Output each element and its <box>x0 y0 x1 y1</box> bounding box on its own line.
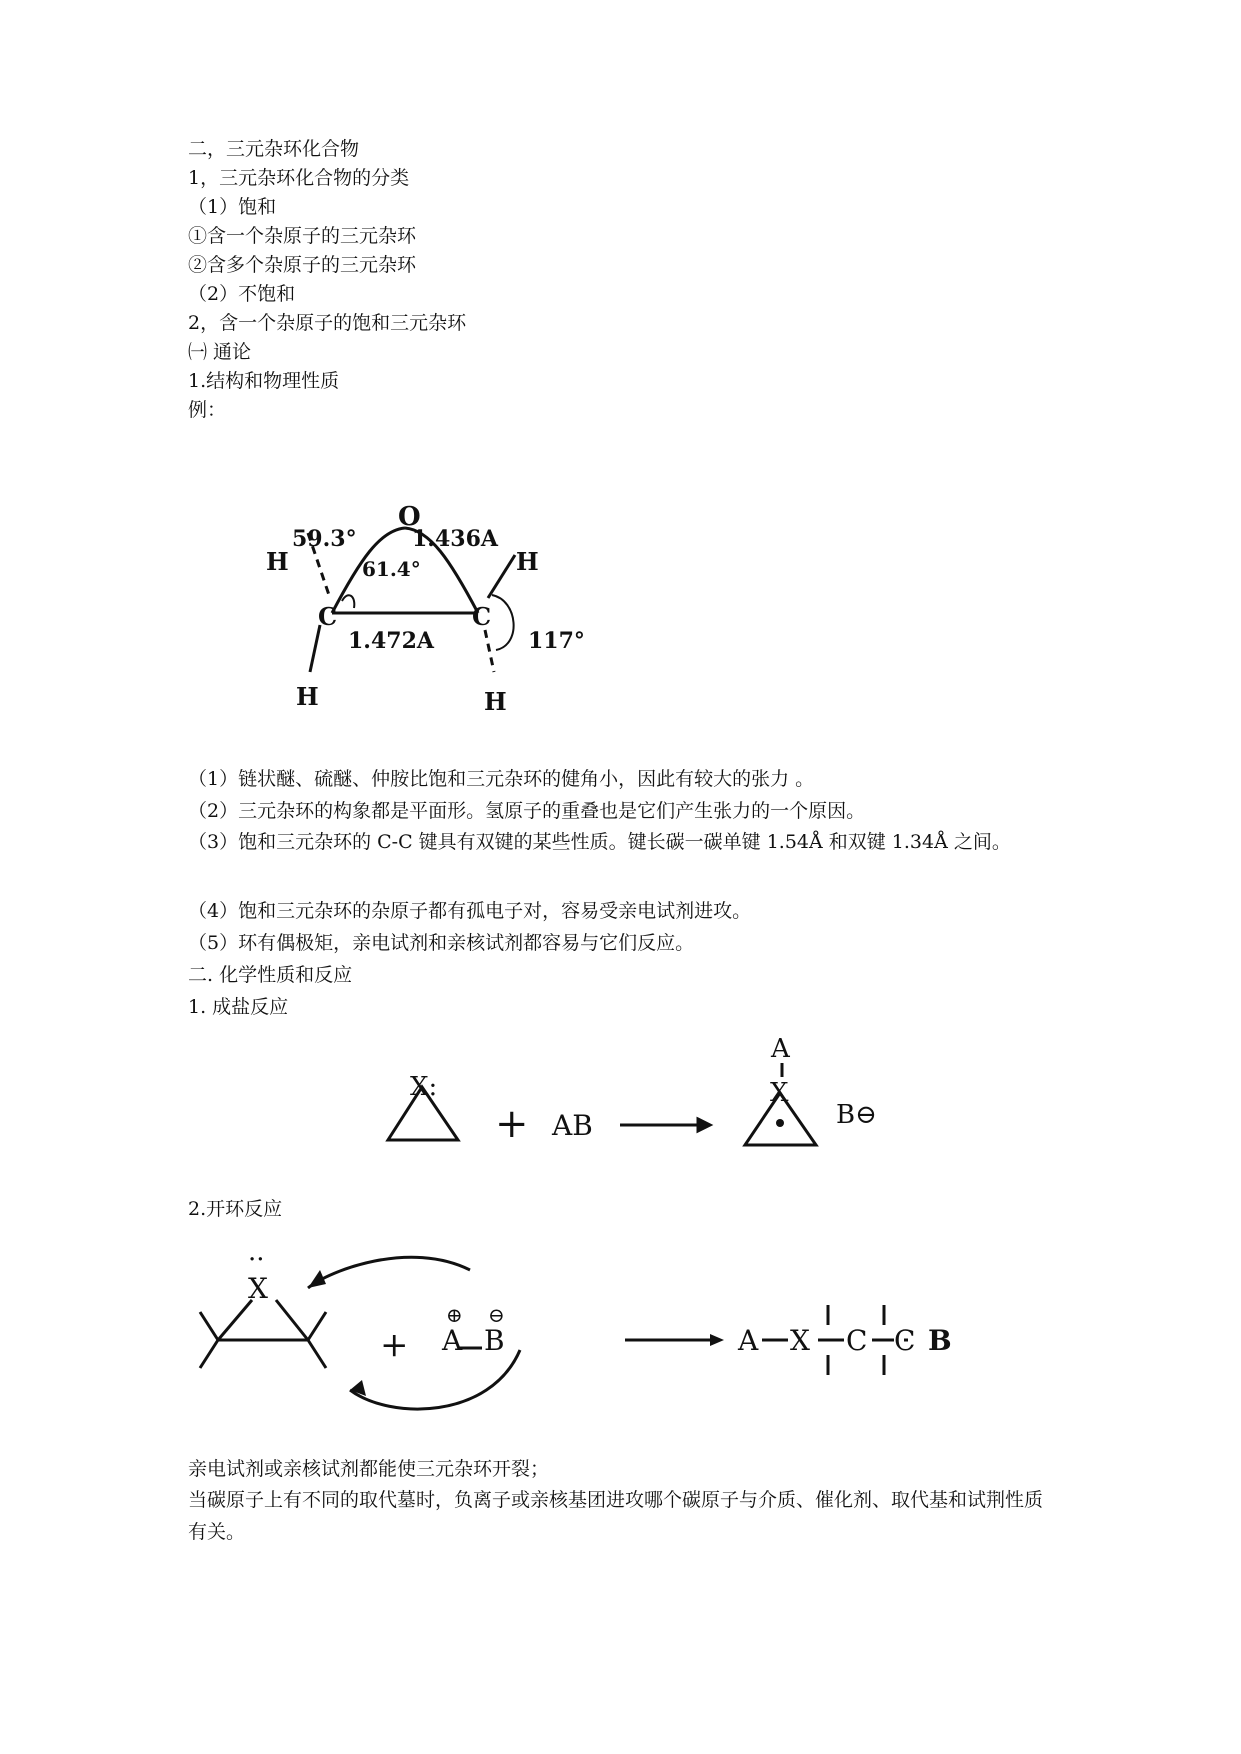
ring-x-label: X: <box>410 1072 438 1102</box>
product-x-label: X <box>770 1078 789 1108</box>
item-saturated: （1）饱和 <box>188 196 277 218</box>
item-one-heteroatom: ①含一个杂原子的三元杂环 <box>188 225 417 247</box>
property-5: （5）环有偶极矩，亲电试剂和亲核试剂都容易与它们反应。 <box>188 932 695 954</box>
product-b-label: B <box>928 1324 952 1357</box>
reagent-b-label: B <box>484 1324 505 1357</box>
property-4: （4）饱和三元杂环的杂原子都有孤电子对，容易受亲电试剂进攻。 <box>188 900 752 922</box>
anion-b-label: B⊖ <box>836 1100 877 1130</box>
b-charge-minus: ⊖ <box>488 1303 505 1327</box>
reagent-a-label: A <box>442 1324 463 1357</box>
h-bottom-right-label: H <box>484 687 507 716</box>
heading-classification: 1，三元杂环化合物的分类 <box>188 167 410 189</box>
bond-cc-length-label: 1.472A <box>348 628 434 654</box>
ring-opening-figure <box>190 1250 1050 1450</box>
bond-co-length-label: 1.436A <box>412 526 498 552</box>
heading-section-two: 二，三元杂环化合物 <box>188 138 360 160</box>
h-bottom-left-label: H <box>296 682 319 711</box>
example-label: 例： <box>188 399 227 421</box>
product-x-label: X <box>790 1324 810 1357</box>
plus-sign: + <box>380 1325 409 1365</box>
lone-pair-dots: ·· <box>248 1250 265 1275</box>
salt-formation-figure <box>380 1025 900 1165</box>
heading-structure: 1.结构和物理性质 <box>188 370 340 392</box>
closing-line-2: 当碳原子上有不同的取代墓时，负离子或亲核基团进攻哪个碳原子与介质、催化剂、取代基和试荆性质有关。 <box>188 1489 1044 1543</box>
product-a-label: A <box>738 1324 759 1357</box>
epoxide-o-label: O <box>398 502 421 532</box>
h-top-right-label: H <box>516 547 539 576</box>
property-3: （3）饱和三元杂环的 C-C 键具有双键的某些性质。键长碳一碳单键 1.54Å 和双键 1.34Å 之间。 <box>188 831 1011 853</box>
heading-ring-opening: 2.开环反应 <box>188 1198 283 1220</box>
closing-line-1: 亲电试剂或亲核试剂都能使三元杂环开裂； <box>188 1458 550 1480</box>
heading-salt-formation: 1. 成盐反应 <box>188 996 289 1018</box>
heading-general: ㈠ 通论 <box>188 341 252 363</box>
plus-sign: + <box>495 1101 529 1147</box>
heading-saturated-ring: 2，含一个杂原子的饱和三元杂环 <box>188 312 467 334</box>
item-unsaturated: （2）不饱和 <box>188 283 296 305</box>
item-multi-heteroatom: ②含多个杂原子的三元杂环 <box>188 254 417 276</box>
c-left-label: C <box>318 602 338 631</box>
product-a-label: A <box>771 1034 790 1064</box>
product-c1-label: C <box>846 1324 868 1357</box>
heading-chemical-properties: 二. 化学性质和反应 <box>188 964 353 986</box>
c-right-label: C <box>472 602 492 631</box>
angle-top-label: 59.3° <box>292 526 357 552</box>
h-top-left-label: H <box>266 547 289 576</box>
product-c2-label: C <box>894 1324 916 1357</box>
angle-inner-label: 61.4° <box>362 557 421 581</box>
angle-hch-label: 117° <box>528 628 585 654</box>
cation-dot <box>776 1119 784 1127</box>
epoxide-structure-figure <box>260 500 610 730</box>
reagent-ab-label: AB <box>552 1109 593 1142</box>
property-1: （1）链状醚、硫醚、仲胺比饱和三元杂环的健角小，因此有较大的张力 。 <box>188 768 815 790</box>
property-2: （2）三元杂环的构象都是平面形。氢原子的重叠也是它们产生张力的一个原因。 <box>188 800 866 822</box>
ring-x-label: X <box>248 1272 268 1305</box>
a-charge-plus: ⊕ <box>446 1303 463 1327</box>
